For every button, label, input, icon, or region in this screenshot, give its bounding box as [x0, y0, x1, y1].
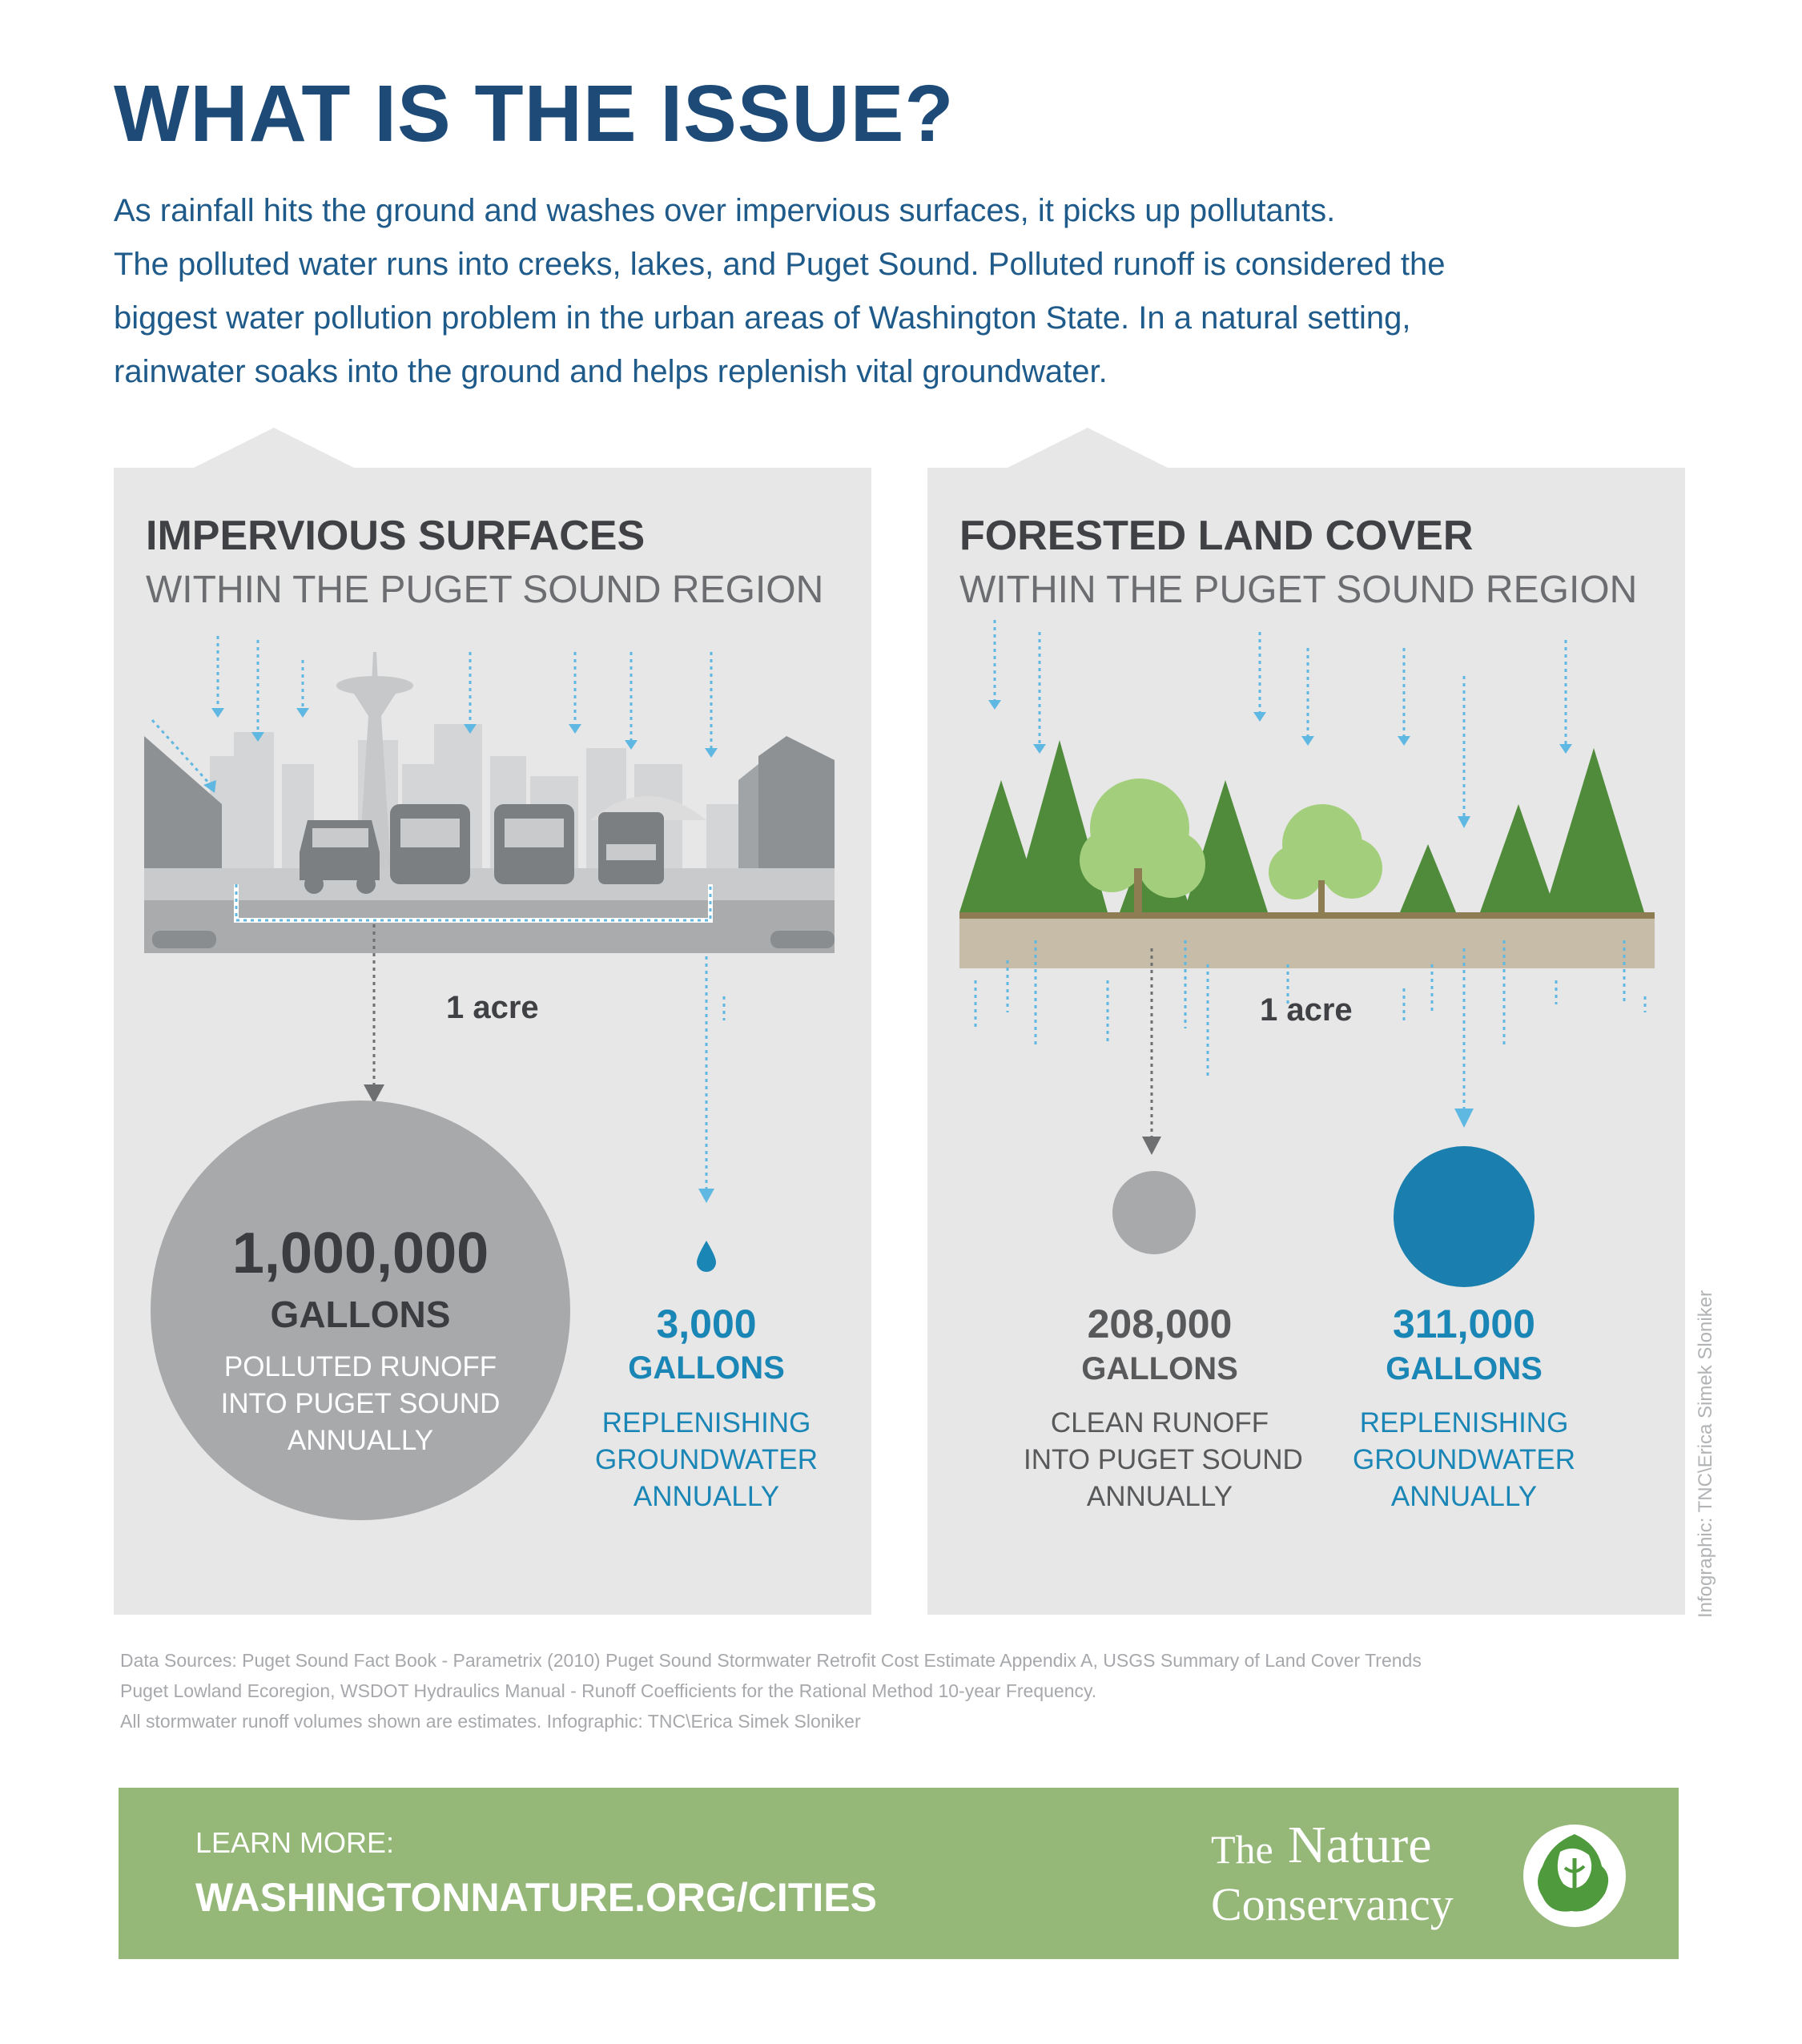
intro-line: The polluted water runs into creeks, lakes, and Puget Sound. Polluted runoff is considered the: [114, 247, 1446, 282]
rain-arrows: [995, 620, 1566, 816]
desc-line: REPLENISHING: [1359, 1407, 1569, 1438]
groundwater-unit: GALLONS: [1386, 1351, 1543, 1386]
logo-conservancy: Conservancy: [1211, 1878, 1454, 1930]
forested-panel: [927, 468, 1685, 1615]
source-line: Puget Lowland Ecoregion, WSDOT Hydraulics Manual - Runoff Coefficients for the Rational Method 10-year Frequency.: [120, 1680, 1097, 1701]
intro-line: rainwater soaks into the ground and helps replenish vital groundwater.: [114, 354, 1108, 389]
infographic-credit: Infographic: TNC\Erica Simek Sloniker: [1695, 1290, 1716, 1618]
desc-line: INTO PUGET SOUND: [1024, 1444, 1303, 1475]
desc-line: GROUNDWATER: [594, 1444, 819, 1475]
water-drop-icon: [697, 1241, 716, 1272]
groundwater-value: 3,000: [656, 1302, 757, 1346]
groundwater-value: 311,000: [1393, 1302, 1535, 1346]
groundwater-circle: [1394, 1146, 1535, 1287]
forested-title: FORESTED LAND COVER: [959, 513, 1474, 559]
logo-nature: Nature: [1288, 1816, 1432, 1874]
data-sources: [120, 1645, 1422, 1736]
desc-line: REPLENISHING: [601, 1407, 811, 1438]
panel-tab: [194, 428, 354, 468]
intro-paragraph: [114, 184, 1724, 399]
clean-runoff-value: 208,000: [1087, 1302, 1233, 1346]
impervious-subtitle: WITHIN THE PUGET SOUND REGION: [146, 569, 824, 611]
desc-line: POLLUTED RUNOFF: [223, 1351, 497, 1382]
clean-runoff-desc: [1024, 1405, 1303, 1515]
polluted-runoff-desc: [200, 1349, 521, 1459]
groundwater-desc: [1344, 1405, 1584, 1515]
learn-more-label: LEARN MORE:: [195, 1826, 395, 1859]
source-line: Data Sources: Puget Sound Fact Book - Parametrix (2010) Puget Sound Stormwater Retrofit Cost Estimate Appendix A, USGS Summary of Land Cover Trends: [120, 1650, 1422, 1671]
polluted-runoff-unit: GALLONS: [270, 1294, 451, 1335]
intro-line: biggest water pollution problem in the urban areas of Washington State. In a natural setting,: [114, 300, 1411, 336]
acre-label: 1 acre: [1260, 992, 1353, 1028]
clean-runoff-unit: GALLONS: [1081, 1351, 1238, 1386]
nature-conservancy-logo-icon: [1518, 1820, 1631, 1932]
groundwater-desc: [586, 1405, 827, 1515]
desc-line: CLEAN RUNOFF: [1050, 1407, 1269, 1438]
polluted-runoff-value: 1,000,000: [231, 1221, 489, 1286]
footer-banner: [119, 1788, 1679, 1959]
page-title: WHAT IS THE ISSUE?: [114, 69, 955, 159]
desc-line: ANNUALLY: [1390, 1481, 1538, 1512]
building-left: [144, 736, 222, 868]
desc-line: ANNUALLY: [1086, 1481, 1233, 1512]
ground-layer: [144, 900, 835, 953]
desc-line: ANNUALLY: [287, 1425, 434, 1456]
acre-label: 1 acre: [446, 990, 539, 1025]
clean-runoff-circle: [1112, 1171, 1196, 1254]
building-right: [758, 736, 835, 868]
website-link[interactable]: WASHINGTONNATURE.ORG/CITIES: [195, 1875, 877, 1920]
intro-line: As rainfall hits the ground and washes over impervious surfaces, it picks up pollutants.: [114, 193, 1336, 228]
source-line: All stormwater runoff volumes shown are estimates. Infographic: TNC\Erica Simek Sloniker: [120, 1711, 861, 1732]
groundwater-unit: GALLONS: [628, 1350, 785, 1386]
panel-tab: [1008, 428, 1168, 468]
impervious-title: IMPERVIOUS SURFACES: [146, 513, 646, 559]
logo-the: The: [1211, 1827, 1273, 1872]
soil-layer: [959, 919, 1655, 968]
desc-line: GROUNDWATER: [1352, 1444, 1576, 1475]
desc-line: ANNUALLY: [633, 1481, 780, 1512]
forested-subtitle: WITHIN THE PUGET SOUND REGION: [959, 569, 1638, 611]
impervious-panel: [114, 468, 871, 1615]
desc-line: INTO PUGET SOUND: [220, 1388, 501, 1419]
